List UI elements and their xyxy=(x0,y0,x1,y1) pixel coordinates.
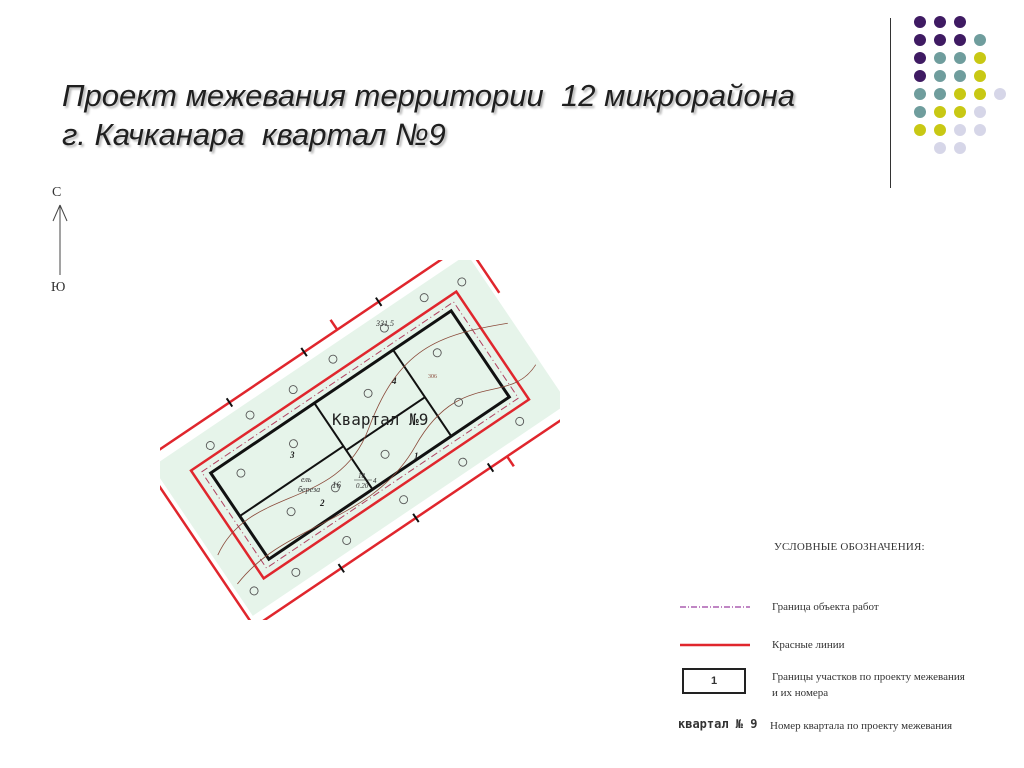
tree-note-3: 16 xyxy=(332,480,341,490)
decor-dot xyxy=(974,88,986,100)
north-arrow-icon xyxy=(48,203,72,279)
tree-fraction-top: 18 xyxy=(358,472,365,480)
legend-plot-box-symbol: 1 xyxy=(682,668,746,694)
block-label: Квартал №9 xyxy=(332,410,429,429)
decor-dot xyxy=(934,16,946,28)
decor-dot xyxy=(974,106,986,118)
decor-dot xyxy=(934,70,946,82)
map-rotated-group xyxy=(160,260,560,620)
decor-dot xyxy=(954,16,966,28)
legend-red-line-symbol xyxy=(680,642,750,648)
tree-note-4: 4 xyxy=(373,477,377,485)
decor-dot xyxy=(914,52,926,64)
decor-dot xyxy=(934,52,946,64)
decor-dot-grid xyxy=(900,14,1020,164)
decor-dot xyxy=(954,88,966,100)
decor-dot xyxy=(934,34,946,46)
decor-dot xyxy=(974,52,986,64)
compass-south-label: Ю xyxy=(51,280,66,295)
decor-dot xyxy=(974,34,986,46)
plot-number-1: 1 xyxy=(414,451,419,461)
decor-dot xyxy=(914,106,926,118)
decor-dot xyxy=(954,106,966,118)
legend-heading: УСЛОВНЫЕ ОБОЗНАЧЕНИЯ: xyxy=(774,541,925,553)
decor-dot xyxy=(934,88,946,100)
legend-block-number-sample: квартал № 9 xyxy=(678,717,758,731)
decor-dot xyxy=(954,34,966,46)
decor-dot xyxy=(954,124,966,136)
legend-plot-label-line-1: Границы участков по проекту межевания xyxy=(772,671,965,683)
legend-plot-label-line-2: и их номера xyxy=(772,687,829,699)
plot-number-3: 3 xyxy=(290,450,295,460)
legend-work-boundary-label: Граница объекта работ xyxy=(772,601,879,613)
tree-note-2: береза xyxy=(298,485,321,494)
tree-fraction-bottom: 0.20 xyxy=(356,482,369,490)
plot-number-2: 2 xyxy=(320,498,325,508)
decor-dot xyxy=(914,124,926,136)
decor-dot xyxy=(934,124,946,136)
decor-dot xyxy=(914,70,926,82)
decor-dot xyxy=(974,70,986,82)
decor-dot xyxy=(994,88,1006,100)
decor-dot xyxy=(934,142,946,154)
decor-divider-line xyxy=(890,18,891,188)
decor-dot xyxy=(954,52,966,64)
decor-dot xyxy=(914,16,926,28)
slide-title xyxy=(62,76,892,154)
compass-rose xyxy=(40,185,80,300)
contour-label: 306 xyxy=(428,374,437,380)
decor-dot xyxy=(954,142,966,154)
elevation-mark: 331.5 xyxy=(376,319,394,328)
map-legend xyxy=(670,535,1024,760)
decor-dot xyxy=(954,70,966,82)
decor-dot xyxy=(914,88,926,100)
decor-dot xyxy=(914,34,926,46)
decor-dot xyxy=(934,106,946,118)
plot-number-4: 4 xyxy=(392,376,397,386)
decor-dot xyxy=(974,124,986,136)
legend-red-line-label: Красные линии xyxy=(772,639,845,651)
legend-block-number-label: Номер квартала по проекту межевания xyxy=(770,720,953,732)
slide-title-line-2: г. Качканара квартал №9 xyxy=(62,117,446,152)
cadastral-map xyxy=(160,260,560,620)
tree-note-1: ель xyxy=(301,475,312,484)
legend-work-boundary-symbol xyxy=(680,604,750,610)
compass-north-label: С xyxy=(52,185,62,200)
slide-title-line-1: Проект межевания территории 12 микрорайона xyxy=(62,78,795,113)
